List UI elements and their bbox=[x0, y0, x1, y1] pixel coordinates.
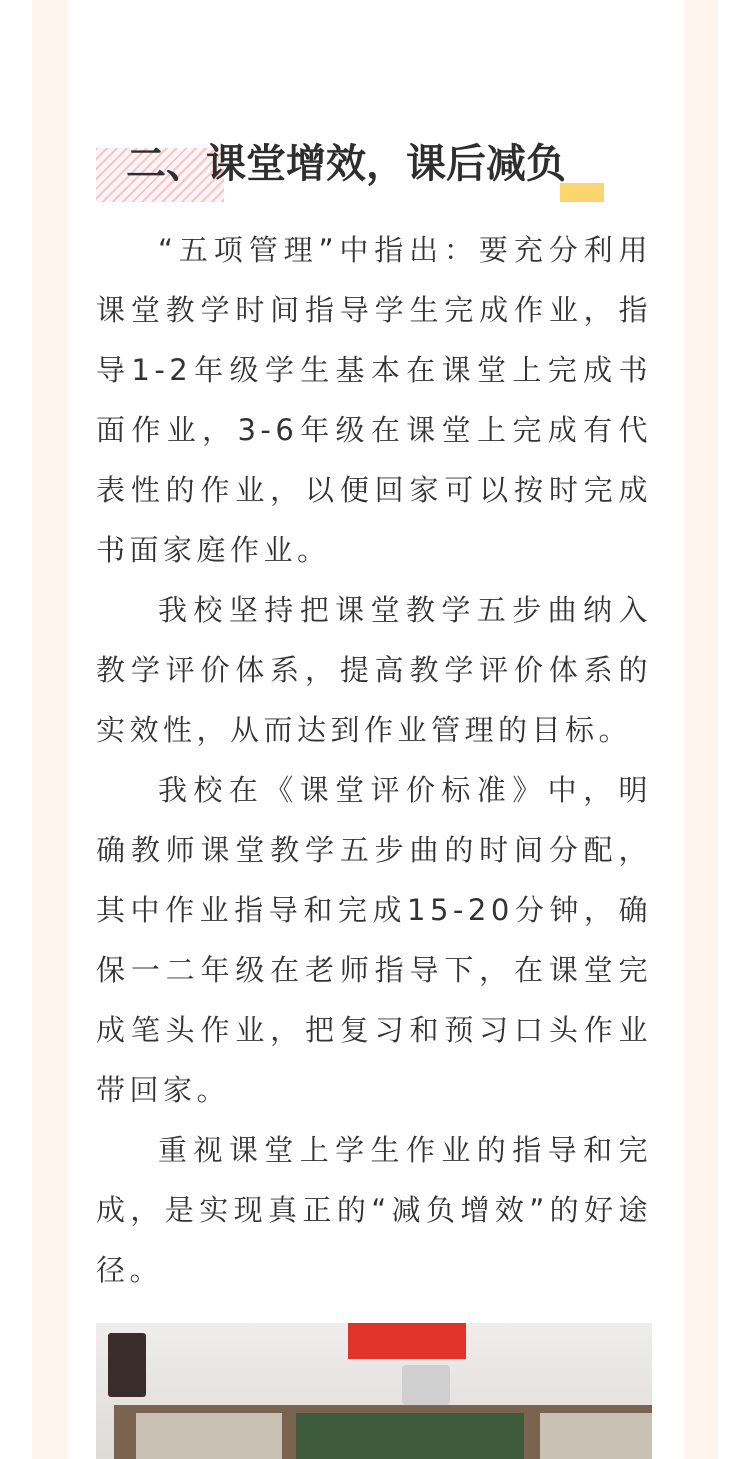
blackboard-left-panel bbox=[136, 1413, 282, 1459]
projection-screen bbox=[296, 1413, 524, 1459]
article-body bbox=[96, 220, 652, 1300]
paragraph-4: 重视课堂上学生作业的指导和完成，是实现真正的“减负增效”的好途径。 bbox=[96, 1133, 652, 1287]
classroom-photo bbox=[96, 1323, 652, 1459]
photo-banner-right bbox=[480, 1323, 650, 1337]
photo-banner-left bbox=[136, 1323, 336, 1337]
blackboard-right-panel bbox=[540, 1413, 652, 1459]
paragraph-2: 我校坚持把课堂教学五步曲纳入教学评价体系，提高教学评价体系的实效性，从而达到作业管理的目标。 bbox=[96, 593, 652, 747]
yellow-accent-bar bbox=[560, 183, 604, 202]
paragraph-1: “五项管理”中指出：要充分利用课堂教学时间指导学生完成作业，指导1-2年级学生基本在课堂上完成书面作业，3-6年级在课堂上完成有代表性的作业，以便回家可以按时完成书面家庭作业。 bbox=[96, 233, 652, 567]
section-heading-block bbox=[96, 136, 616, 206]
projector-icon bbox=[402, 1365, 450, 1405]
photo-red-banner bbox=[348, 1323, 466, 1359]
speaker-icon bbox=[108, 1333, 146, 1397]
section-heading: 二、课堂增效，课后减负 bbox=[126, 141, 566, 187]
paragraph-3: 我校在《课堂评价标准》中，明确教师课堂教学五步曲的时间分配，其中作业指导和完成15-20分钟，确保一二年级在老师指导下，在课堂完成笔头作业，把复习和预习口头作业带回家。 bbox=[96, 773, 652, 1107]
